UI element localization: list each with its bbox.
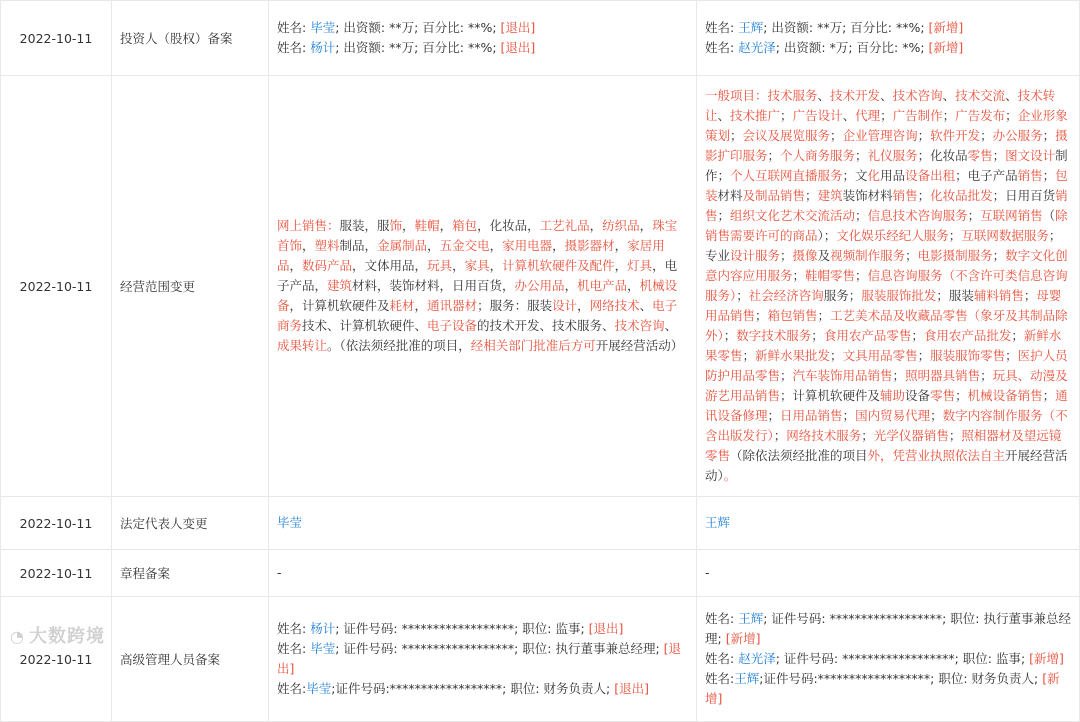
scope-highlight-text: 摄像 (792, 248, 818, 263)
scope-highlight-text: 视频制作服务 (830, 248, 906, 263)
scope-text: ； (842, 408, 856, 423)
scope-text: ； (755, 308, 768, 323)
scope-highlight-text: 机电产品 (577, 278, 628, 293)
exit-tag: [退出] (500, 20, 536, 35)
scope-highlight-text: 光学仪器销售 (873, 428, 949, 443)
scope-highlight-text: 国内贸易代理 (855, 408, 931, 423)
scope-text: ； (855, 208, 868, 223)
scope-text: ， (552, 238, 565, 253)
scope-text: ； (830, 128, 843, 143)
scope-text: 。（依法须经批准的项目， (327, 338, 471, 353)
person-name-link[interactable]: 赵光泽 (738, 40, 776, 55)
entry-details: ;证件号码:******************; 职位: 财务负责人; (759, 671, 1043, 686)
scope-text: ， (414, 298, 428, 313)
scope-text: 的技术开发、技术服务、 (477, 318, 615, 333)
scope-text: ； (742, 348, 756, 363)
scope-highlight-text: 机械设备 (277, 278, 678, 313)
scope-text: ； (1042, 388, 1056, 403)
field-label: 姓名: (705, 671, 735, 686)
scope-highlight-text: 社会经济咨询 (748, 288, 824, 303)
scope-text: ； (1011, 328, 1024, 343)
scope-text: ； (917, 348, 931, 363)
scope-highlight-text: 办公服务 (992, 128, 1043, 143)
scope-text: ； (767, 148, 781, 163)
scope-text: ； (811, 328, 824, 343)
scope-highlight-text: 广告发布 (955, 108, 1006, 123)
legal-rep-name-link[interactable]: 王辉 (705, 515, 731, 530)
scope-highlight-text: 新鲜水果零售 (705, 328, 1062, 363)
scope-highlight-text: 饰 (389, 218, 403, 233)
scope-text: ； (1023, 288, 1037, 303)
scope-text: 、 (664, 318, 678, 333)
field-label: 姓名: (705, 611, 739, 626)
scope-highlight-text: 母婴用品销售 (705, 288, 1062, 323)
scope-text: ； (948, 428, 962, 443)
scope-text: ； (917, 128, 931, 143)
scope-highlight-text: 包装 (705, 168, 1068, 203)
scope-highlight-text: 图文设计 (1005, 148, 1056, 163)
scope-text: 、 (717, 108, 731, 123)
person-name-link[interactable]: 毕莹 (306, 681, 332, 696)
scope-text: ， (627, 278, 640, 293)
scope-highlight-text: 技术开发 (830, 88, 881, 103)
scope-text: ，电子产品， (277, 258, 678, 293)
scope-text: 装饰材料 (842, 188, 893, 203)
scope-highlight-text: 服装服饰批发 (861, 288, 937, 303)
scope-text: ；文 (842, 168, 868, 183)
scope-text: 、 (639, 298, 653, 313)
content-after (697, 497, 1080, 550)
scope-text: 用品 (880, 168, 906, 183)
scope-text: ，计算机软硬件及 (289, 298, 390, 313)
scope-highlight-text: 销售 (892, 188, 918, 203)
scope-highlight-text: 纺织品 (602, 218, 640, 233)
scope-highlight-text: 照相器材及望远镜零售 (705, 428, 1062, 463)
scope-highlight-text: 家用电器 (502, 238, 553, 253)
scope-text: ； (992, 148, 1006, 163)
scope-highlight-text: 食用农产品零售 (823, 328, 912, 343)
scope-highlight-text: 会议及展览服务 (742, 128, 831, 143)
scope-highlight-text: 办公用品 (514, 278, 565, 293)
scope-highlight-text: 组织文化艺术交流活动 (730, 208, 856, 223)
person-entry (705, 609, 1071, 649)
scope-highlight-text: 工艺美术品及收藏品零售（象牙及其制品除外） (705, 308, 1068, 343)
scope-highlight-text: 技术服务 (767, 88, 818, 103)
scope-highlight-text: 电子设备 (427, 318, 478, 333)
scope-highlight-text: 塑料 (314, 238, 340, 253)
field-label: 姓名: (705, 40, 739, 55)
business-scope-after (697, 76, 1080, 497)
new-tag: [新增] (725, 631, 761, 646)
field-label: 姓名: (705, 20, 739, 35)
scope-text: ，化妆品， (477, 218, 540, 233)
person-entry (277, 18, 688, 38)
scope-text: ， (489, 258, 503, 273)
person-name-link[interactable]: 杨计 (310, 621, 336, 636)
table-row (1, 497, 1080, 550)
scope-highlight-text: 箱包 (452, 218, 478, 233)
table-row (1, 597, 1080, 722)
scope-text: 设备 (905, 388, 931, 403)
scope-text: ；日用百货 (992, 188, 1056, 203)
scope-text: ， (589, 218, 603, 233)
scope-text: ， (427, 238, 440, 253)
scope-text: 服装，服 (339, 218, 390, 233)
scope-text: ， (614, 258, 628, 273)
scope-text: 材料 (717, 188, 743, 203)
scope-highlight-text: 文化娱乐经纪人服务 (836, 228, 949, 243)
scope-highlight-text: 销售 (705, 188, 1068, 223)
scope-highlight-text: 灯具 (627, 258, 653, 273)
scope-text: ； (780, 108, 793, 123)
scope-highlight-text: 技术咨询 (614, 318, 665, 333)
change-item: 投资人（股权）备案 (112, 1, 269, 76)
scope-highlight-text: 辅料销售 (973, 288, 1024, 303)
scope-text: ， (289, 258, 303, 273)
scope-text: ； (1005, 348, 1018, 363)
scope-highlight-text: 除销售需要许可的商品 (705, 208, 1068, 243)
scope-text: ； (792, 268, 806, 283)
scope-highlight-text: 辅助 (880, 388, 906, 403)
scope-text: ； (780, 368, 793, 383)
scope-text: 制品， (339, 238, 378, 253)
scope-text: 材料，装饰材料，日用百货， (352, 278, 515, 293)
content-before: - (269, 550, 697, 597)
person-entry (277, 639, 688, 679)
scope-highlight-text: 服装服饰零售 (930, 348, 1006, 363)
scope-text: 、 (942, 88, 956, 103)
scope-highlight-text: 建筑 (327, 278, 353, 293)
change-item: 高级管理人员备案 (112, 597, 269, 722)
person-name-link[interactable]: 赵光泽 (738, 651, 776, 666)
change-date: 2022-10-11 (1, 550, 112, 597)
scope-highlight-text: 网上销售： (277, 218, 340, 233)
scope-highlight-text: 零售 (930, 388, 956, 403)
scope-highlight-text: 外，凭营业执照依法自主 (867, 448, 1006, 463)
change-date: 2022-10-11 (1, 597, 112, 722)
entry-details: ; 出资额: *万; 百分比: *%; (775, 40, 929, 55)
person-name-link[interactable]: 毕莹 (310, 641, 336, 656)
scope-highlight-text: 玩具、动漫及游艺用品销售 (705, 368, 1068, 403)
scope-highlight-text: 计算机软硬件及配件 (502, 258, 615, 273)
entry-details: ; 证件号码: ******************; 职位: 执行董事兼总经理; (335, 641, 664, 656)
scope-highlight-text: 设备出租 (905, 168, 956, 183)
scope-highlight-text: 鞋帽 (414, 218, 440, 233)
scope-text: ； (1005, 108, 1018, 123)
scope-text: ）； (817, 228, 837, 243)
person-name-link[interactable]: 王辉 (738, 20, 764, 35)
change-item: 经营范围变更 (112, 76, 269, 497)
scope-text: ； (1042, 128, 1056, 143)
entry-details: ; 证件号码: ******************; 职位: 监事; (335, 621, 589, 636)
scope-highlight-text: 化 (867, 168, 881, 183)
scope-text: ； (773, 428, 787, 443)
scope-text: ， (577, 298, 590, 313)
scope-highlight-text: 机械设备销售 (967, 388, 1043, 403)
scope-highlight-text: 耗材 (389, 298, 415, 313)
person-entry (277, 619, 688, 639)
scope-highlight-text: 数字内容制作服务（不含出版发行） (705, 408, 1068, 443)
new-tag: [新增] (928, 20, 964, 35)
scope-text: ； (905, 248, 918, 263)
content-after: - (697, 550, 1080, 597)
watermark (10, 622, 105, 648)
scope-highlight-text: 日用品销售 (780, 408, 843, 423)
scope-text: ； (992, 248, 1006, 263)
scope-highlight-text: 技术咨询 (892, 88, 943, 103)
scope-text: 、 (880, 88, 893, 103)
exit-tag: [退出] (588, 621, 624, 636)
scope-text: ；计算机软硬件及 (780, 388, 881, 403)
content-before (269, 1, 697, 76)
scope-text: 、 (842, 108, 856, 123)
person-name-link[interactable]: 杨计 (310, 40, 336, 55)
business-scope-before (269, 76, 697, 497)
table-row (1, 550, 1080, 597)
scope-highlight-text: 数码产品 (302, 258, 353, 273)
scope-text: ；专业 (705, 228, 1062, 263)
scope-text: ， (452, 258, 465, 273)
scope-highlight-text: 互联网销售 (980, 208, 1043, 223)
scope-text: ； (817, 308, 831, 323)
scope-text: ； (723, 328, 737, 343)
scope-highlight-text: 成果转让 (277, 338, 328, 353)
change-date: 2022-10-11 (1, 1, 112, 76)
scope-text: ； (861, 428, 874, 443)
scope-highlight-text: 信息技术咨询服务 (867, 208, 968, 223)
field-label: 姓名: (277, 20, 311, 35)
scope-highlight-text: 新鲜水果批发 (755, 348, 831, 363)
scope-highlight-text: 食用农产品批发 (923, 328, 1012, 343)
scope-text: ； (955, 388, 968, 403)
scope-text: 服务； (823, 288, 862, 303)
new-tag: [新增] (928, 40, 964, 55)
person-name-link[interactable]: 王辉 (734, 671, 760, 686)
person-name-link[interactable]: 王辉 (738, 611, 764, 626)
scope-highlight-text: 家居用品 (277, 238, 665, 273)
person-entry (705, 649, 1071, 669)
scope-highlight-text: 摄影器材 (564, 238, 615, 253)
scope-highlight-text: 汽车装饰用品销售 (792, 368, 893, 383)
scope-highlight-text: 企业形象策划 (705, 108, 1068, 143)
scope-text: ， (439, 218, 453, 233)
change-date: 2022-10-11 (1, 497, 112, 550)
scope-text: ； (767, 408, 781, 423)
scope-highlight-text: 技术转让 (705, 88, 1056, 123)
scope-text: ； (855, 268, 868, 283)
person-name-link[interactable]: 毕莹 (310, 20, 336, 35)
field-label: 姓名: (277, 641, 311, 656)
scope-text: ； (911, 328, 924, 343)
scope-text: ； (917, 188, 931, 203)
entry-details: ; 出资额: **万; 百分比: **%; (335, 20, 501, 35)
scope-highlight-text: 家具 (464, 258, 490, 273)
scope-highlight-text: 广告制作 (892, 108, 943, 123)
scope-text: ； (967, 208, 981, 223)
watermark-text: 大数跨境 (28, 626, 105, 647)
scope-text: ， (564, 278, 578, 293)
scope-text: 及 (817, 248, 831, 263)
scope-text: ， (489, 238, 503, 253)
scope-highlight-text: 摄影扩印服务 (705, 128, 1068, 163)
scope-highlight-text: 零售 (967, 148, 993, 163)
scope-text: ， (614, 238, 628, 253)
person-entry (705, 18, 1071, 38)
scope-highlight-text: 企业管理咨询 (842, 128, 918, 143)
scope-text: 、 (817, 88, 831, 103)
scope-text: ； (730, 128, 743, 143)
scope-highlight-text: 。 (723, 468, 737, 483)
content-before (269, 597, 697, 722)
entry-details: ; 出资额: **万; 百分比: **%; (335, 40, 501, 55)
scope-highlight-text: 照明器具销售 (905, 368, 981, 383)
scope-highlight-text: 金属制品 (377, 238, 428, 253)
scope-text: ； (717, 208, 731, 223)
scope-text: ；电子产品 (955, 168, 1018, 183)
new-tag: [新增] (705, 671, 1060, 706)
scope-text: ； (930, 408, 943, 423)
scope-text: ； (948, 228, 962, 243)
person-entry (705, 669, 1071, 709)
scope-highlight-text: 通讯器材 (427, 298, 478, 313)
scope-highlight-text: 医护人员防护用品零售 (705, 348, 1068, 383)
scope-highlight-text: 技术推广 (730, 108, 781, 123)
scope-highlight-text: 经相关部门批准后方可 (470, 338, 596, 353)
scope-highlight-text: 玩具 (427, 258, 453, 273)
scope-text: 开展经营活动） (705, 448, 1068, 483)
scope-text: ； (980, 368, 993, 383)
scope-text: 制作； (705, 148, 1068, 183)
scope-highlight-text: 设计 (552, 298, 578, 313)
legal-rep-name-link[interactable]: 毕莹 (277, 515, 303, 530)
scope-highlight-text: 网络技术 (589, 298, 640, 313)
entry-details: ; 证件号码: ******************; 职位: 执行董事兼总经理; (705, 611, 1071, 646)
content-after (697, 597, 1080, 722)
scope-highlight-text: 数字技术服务 (736, 328, 812, 343)
weibo-logo-icon: ◔ (10, 627, 25, 646)
scope-text: ， (302, 238, 315, 253)
scope-highlight-text: 互联网数据服务 (961, 228, 1049, 243)
content-after (697, 1, 1080, 76)
scope-highlight-text: 广告设计 (792, 108, 843, 123)
content-before (269, 497, 697, 550)
scope-text: ； (780, 248, 793, 263)
scope-highlight-text: 建筑 (817, 188, 843, 203)
scope-highlight-text: 电子商务 (277, 298, 678, 333)
scope-text: ，文体用品， (352, 258, 428, 273)
exit-tag: [退出] (614, 681, 649, 696)
scope-highlight-text: 技术交流 (955, 88, 1006, 103)
scope-highlight-text: 礼仪服务 (867, 148, 918, 163)
scope-highlight-text: 个人商务服务 (780, 148, 856, 163)
scope-text: ； (917, 148, 931, 163)
scope-text: （除依法须经批准的项目 (730, 448, 868, 463)
scope-text: ； (805, 188, 818, 203)
scope-text: （ (1042, 208, 1056, 223)
scope-highlight-text: 箱包销售 (767, 308, 818, 323)
person-entry (277, 38, 688, 58)
field-label: 姓名: (705, 651, 739, 666)
scope-text: ； (1042, 168, 1056, 183)
new-tag: [新增] (1029, 651, 1064, 666)
scope-text: ； (892, 368, 906, 383)
scope-text: 开展经营活动） (595, 338, 684, 353)
scope-highlight-text: 文具用品零售 (842, 348, 918, 363)
person-entry (705, 38, 1071, 58)
scope-highlight-text: 工艺礼品 (539, 218, 590, 233)
scope-text: ；服装 (936, 288, 974, 303)
table-row (1, 1, 1080, 76)
scope-highlight-text: 个人互联网直播服务 (730, 168, 843, 183)
scope-highlight-text: 数字文化创意内容应用服务 (705, 248, 1068, 283)
scope-highlight-text: 鞋帽零售 (805, 268, 856, 283)
scope-text: ； (855, 148, 868, 163)
scope-highlight-text: 电影摄制服务 (917, 248, 993, 263)
scope-highlight-text: 一般项目： (705, 88, 768, 103)
exit-tag: [退出] (500, 40, 536, 55)
scope-highlight-text: 信息咨询服务（不含许可类信息咨询服务） (705, 268, 1068, 303)
person-entry (277, 679, 688, 699)
scope-highlight-text: 通讯设备修理 (705, 388, 1068, 423)
field-label: 姓名: (277, 621, 311, 636)
scope-text: ； (736, 288, 749, 303)
table-row (1, 76, 1080, 497)
scope-text: ， (402, 218, 415, 233)
entry-details: ; 出资额: **万; 百分比: **%; (763, 20, 929, 35)
scope-text: ； (942, 108, 956, 123)
scope-text: ； (880, 108, 893, 123)
entry-details: ;证件号码:******************; 职位: 财务负责人; (331, 681, 615, 696)
scope-highlight-text: 五金交电 (439, 238, 490, 253)
change-item: 章程备案 (112, 550, 269, 597)
scope-highlight-text: 及制品销售 (742, 188, 806, 203)
scope-text: ， (639, 218, 653, 233)
scope-text: ； (830, 348, 843, 363)
scope-text: 技术、计算机软硬件、 (302, 318, 428, 333)
scope-text: 、 (1005, 88, 1018, 103)
scope-highlight-text: 软件开发 (930, 128, 981, 143)
field-label: 姓名: (277, 681, 307, 696)
change-date: 2022-10-11 (1, 76, 112, 497)
scope-highlight-text: 销售 (1017, 168, 1043, 183)
scope-text: ；服务：服装 (477, 298, 553, 313)
scope-highlight-text: 代理 (855, 108, 881, 123)
scope-highlight-text: 设计服务 (730, 248, 781, 263)
scope-text: 化妆品 (930, 148, 968, 163)
field-label: 姓名: (277, 40, 311, 55)
scope-highlight-text: 网络技术服务 (786, 428, 862, 443)
scope-highlight-text: 化妆品批发 (930, 188, 993, 203)
scope-highlight-text: 珠宝首饰 (277, 218, 678, 253)
entry-details: ; 证件号码: ******************; 职位: 监事; (775, 651, 1030, 666)
scope-text: ； (980, 128, 993, 143)
change-item: 法定代表人变更 (112, 497, 269, 550)
exit-tag: [退出] (277, 641, 682, 676)
